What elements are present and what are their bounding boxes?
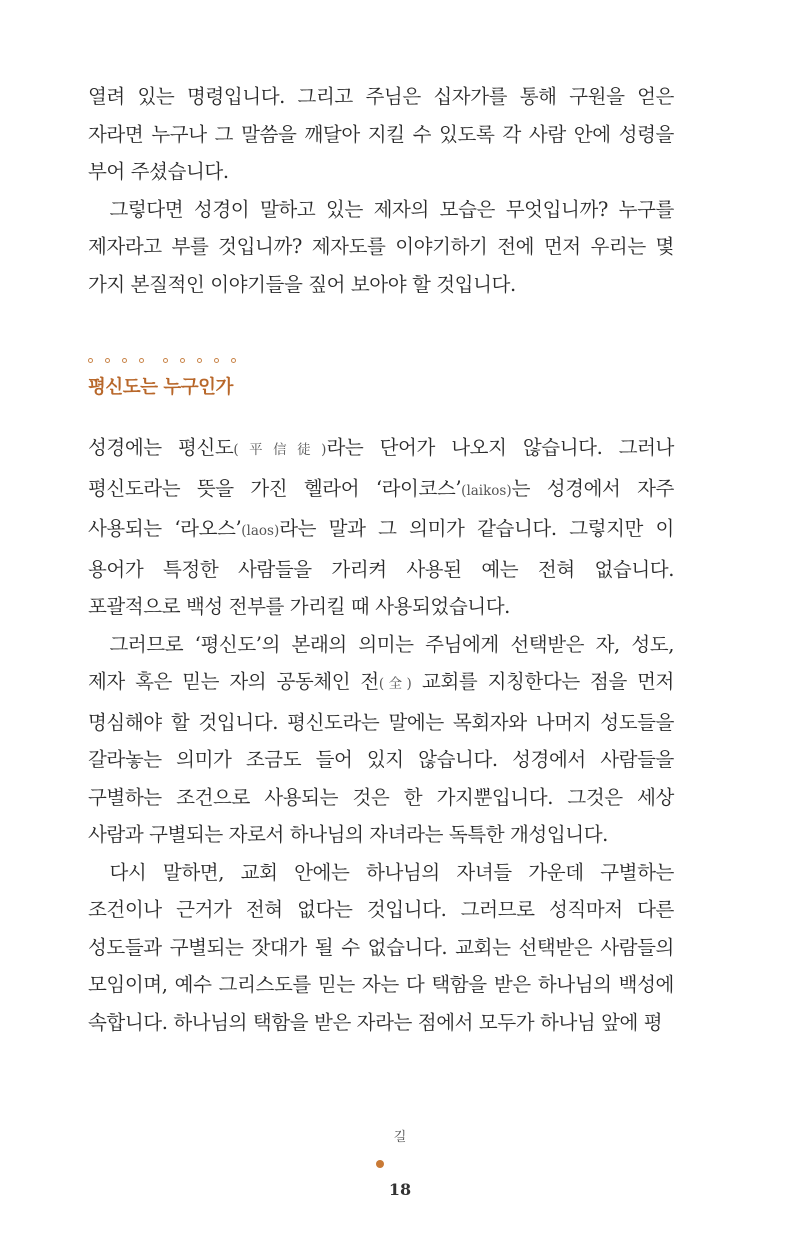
hanja-annotation: (全) <box>378 676 412 692</box>
running-title: 길 <box>393 1130 407 1145</box>
ornament-dot-icon <box>231 358 236 363</box>
page-number: 18 <box>388 1180 412 1199</box>
footer-dot-icon <box>376 1160 384 1168</box>
text-run: 라는 말과 그 의미가 같습니다. 그렇지만 이 용어가 특정한 사람들을 가리켜 사용된 예는 전혀 없습니다. 포괄적으로 백성 전부를 가리킬 때 사용되었습니다. <box>88 517 674 618</box>
ornament-dot-icon <box>197 358 202 363</box>
text-run: 는 성경에서 자주 사용되는 ‘라오스’ <box>88 476 674 540</box>
paragraph-4 <box>88 626 674 854</box>
hanja-annotation: (平信徒) <box>233 442 327 458</box>
latin-annotation: (laos) <box>241 523 280 539</box>
paragraph-3 <box>88 429 674 626</box>
page-body <box>88 78 674 1041</box>
ornament-dot-icon <box>122 358 127 363</box>
text-run: 교회를 지칭한다는 점을 먼저 명심해야 할 것입니다. 평신도라는 말에는 목회자와 나머지 성도들을 갈라놓는 의미가 조금도 들어 있지 않습니다. 성경에서 사람들을 구별하는 조건으로 사용되는 것은 한 가지뿐입니다. 그것은 세상 사람과 구별되는 자로서 하나님의 자녀라는 독특한 개성입니다. <box>88 670 674 846</box>
paragraph-1: 열려 있는 명령입니다. 그리고 주님은 십자가를 통해 구원을 얻은 자라면 누구나 그 말씀을 깨달아 지킬 수 있도록 각 사람 안에 성령을 부어 주셨습니다. <box>88 85 674 183</box>
text-run: 성경에는 평신도 <box>88 436 234 459</box>
ornament-dot-icon <box>180 358 185 363</box>
ornament-dot-icon <box>105 358 110 363</box>
text-run: 그러므로 ‘평신도’의 본래의 의미는 주님에게 선택받은 자, 성도, 제자 혹은 믿는 자의 공동체인 전 <box>88 632 674 693</box>
ornament-dot-icon <box>88 358 93 363</box>
ornament-dot-icon <box>139 358 144 363</box>
latin-annotation: (laikos) <box>461 482 512 499</box>
ornament-dot-icon <box>163 358 168 363</box>
section-heading: 평신도는 누구인가 <box>88 377 233 398</box>
text-run: 라는 단어가 나오지 않습니다. 그러나 평신도라는 뜻을 가진 헬라어 ‘라이코스’ <box>88 436 674 500</box>
ornament-dots <box>88 353 674 367</box>
section-header <box>88 353 674 399</box>
paragraph-5: 다시 말하면, 교회 안에는 하나님의 자녀들 가운데 구별하는 조건이나 근거가 전혀 없다는 것입니다. 그러므로 성직마저 다른 성도들과 구별되는 잣대가 될 수 없습니다. 교회는 선택받은 사람들의 모임이며, 예수 그리스도를 믿는 자는 다 택함을 받은 하나님의 백성에 속합니다. 하나님의 택함을 받은 자라는 점에서 모두가 하나님 앞에 평 <box>88 860 674 1034</box>
paragraph-2: 그렇다면 성경이 말하고 있는 제자의 모습은 무엇입니까? 누구를 제자라고 부를 것입니까? 제자도를 이야기하기 전에 먼저 우리는 몇 가지 본질적인 이야기들을 짚어 보아야 할 것입니다. <box>88 197 674 296</box>
ornament-dot-icon <box>214 358 219 363</box>
